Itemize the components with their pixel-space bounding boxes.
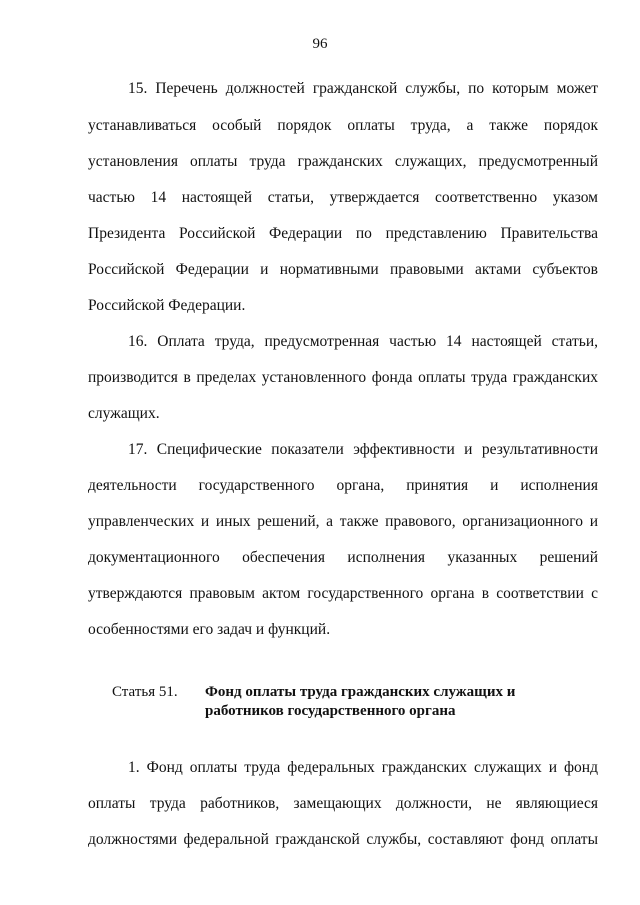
paragraph-line: Российской Федерации. bbox=[88, 297, 246, 314]
paragraph-line: 17. Специфические показатели эффективности и результативности bbox=[128, 441, 598, 458]
paragraph-line: частью 14 настоящей статьи, утверждается соответственно указом bbox=[88, 189, 598, 206]
paragraph-line: служащих. bbox=[88, 405, 160, 422]
paragraph-line: деятельности государственного органа, принятия и исполнения bbox=[88, 477, 598, 494]
page-number: 96 bbox=[312, 36, 328, 52]
paragraph-line: управленческих и иных решений, а также правового, организационного и bbox=[88, 513, 598, 530]
paragraph-line: 1. Фонд оплаты труда федеральных гражданских служащих и фонд bbox=[128, 759, 598, 776]
paragraph-line: 16. Оплата труда, предусмотренная частью 14 настоящей статьи, bbox=[128, 333, 598, 350]
paragraph-line: особенностями его задач и функций. bbox=[88, 621, 331, 638]
paragraph-line: производится в пределах установленного фонда оплаты труда гражданских bbox=[88, 369, 598, 386]
paragraph-line: 15. Перечень должностей гражданской службы, по которым может bbox=[128, 80, 598, 97]
article-title-line: работников государственного органа bbox=[205, 703, 456, 719]
paragraph-line: оплаты труда работников, замещающих должности, не являющиеся bbox=[88, 795, 598, 812]
paragraph-line: установления оплаты труда гражданских служащих, предусмотренный bbox=[88, 153, 598, 170]
paragraph-line: Президента Российской Федерации по представлению Правительства bbox=[88, 225, 598, 242]
paragraph-line: должностями федеральной гражданской службы, составляют фонд оплаты bbox=[88, 831, 598, 848]
paragraph-line: документационного обеспечения исполнения указанных решений bbox=[88, 549, 598, 566]
paragraph-line: устанавливаться особый порядок оплаты труда, а также порядок bbox=[88, 117, 598, 134]
article-number: Статья 51. bbox=[112, 684, 178, 700]
article-title-line: Фонд оплаты труда гражданских служащих и bbox=[205, 684, 516, 700]
paragraph-line: утверждаются правовым актом государственного органа в соответствии с bbox=[88, 585, 598, 602]
article-title bbox=[205, 683, 585, 721]
paragraph-line: Российской Федерации и нормативными правовыми актами субъектов bbox=[88, 261, 598, 278]
